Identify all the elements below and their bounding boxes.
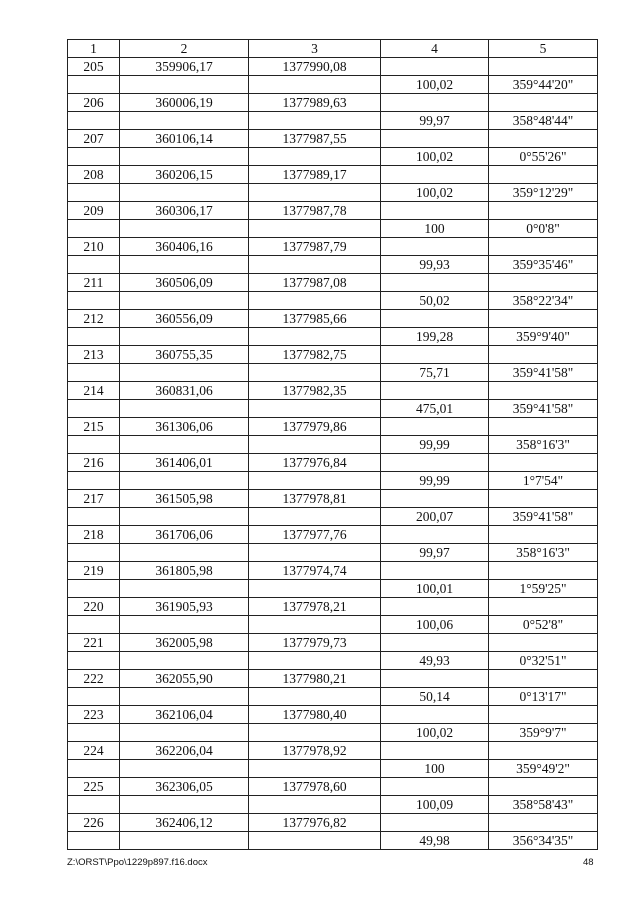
point-number-cell: 208 xyxy=(68,166,120,184)
empty-cell xyxy=(120,400,249,418)
empty-cell xyxy=(381,382,489,400)
empty-cell xyxy=(249,652,381,670)
empty-cell xyxy=(68,688,120,706)
x-coordinate-cell: 360406,16 xyxy=(120,238,249,256)
empty-cell xyxy=(249,148,381,166)
empty-cell xyxy=(120,256,249,274)
empty-cell xyxy=(381,346,489,364)
table-row-segment xyxy=(68,76,598,94)
point-number-cell: 217 xyxy=(68,490,120,508)
empty-cell xyxy=(249,544,381,562)
table-row-point xyxy=(68,382,598,400)
empty-cell xyxy=(120,508,249,526)
x-coordinate-cell: 362306,05 xyxy=(120,778,249,796)
distance-cell: 100,02 xyxy=(381,76,489,94)
empty-cell xyxy=(381,454,489,472)
x-coordinate-cell: 360556,09 xyxy=(120,310,249,328)
empty-cell xyxy=(381,634,489,652)
distance-cell: 199,28 xyxy=(381,328,489,346)
table-row-point xyxy=(68,598,598,616)
table-row-segment xyxy=(68,472,598,490)
table-row-segment xyxy=(68,688,598,706)
x-coordinate-cell: 362055,90 xyxy=(120,670,249,688)
empty-cell xyxy=(489,166,598,184)
y-coordinate-cell: 1377976,82 xyxy=(249,814,381,832)
header-col-2: 2 xyxy=(120,40,249,58)
distance-cell: 99,97 xyxy=(381,112,489,130)
empty-cell xyxy=(489,310,598,328)
point-number-cell: 213 xyxy=(68,346,120,364)
point-number-cell: 223 xyxy=(68,706,120,724)
table-row-segment xyxy=(68,760,598,778)
table-row-segment xyxy=(68,796,598,814)
angle-cell: 359°9'40" xyxy=(489,328,598,346)
point-number-cell: 215 xyxy=(68,418,120,436)
table-row-point xyxy=(68,346,598,364)
table-row-segment xyxy=(68,220,598,238)
y-coordinate-cell: 1377980,40 xyxy=(249,706,381,724)
empty-cell xyxy=(249,472,381,490)
x-coordinate-cell: 360206,15 xyxy=(120,166,249,184)
point-number-cell: 214 xyxy=(68,382,120,400)
empty-cell xyxy=(68,256,120,274)
point-number-cell: 219 xyxy=(68,562,120,580)
table-row-segment xyxy=(68,184,598,202)
angle-cell: 358°58'43" xyxy=(489,796,598,814)
x-coordinate-cell: 361706,06 xyxy=(120,526,249,544)
y-coordinate-cell: 1377979,73 xyxy=(249,634,381,652)
empty-cell xyxy=(381,274,489,292)
y-coordinate-cell: 1377977,76 xyxy=(249,526,381,544)
angle-cell: 358°16'3" xyxy=(489,544,598,562)
distance-cell: 99,97 xyxy=(381,544,489,562)
empty-cell xyxy=(68,112,120,130)
empty-cell xyxy=(120,724,249,742)
x-coordinate-cell: 361905,93 xyxy=(120,598,249,616)
empty-cell xyxy=(68,364,120,382)
y-coordinate-cell: 1377985,66 xyxy=(249,310,381,328)
point-number-cell: 211 xyxy=(68,274,120,292)
empty-cell xyxy=(249,400,381,418)
y-coordinate-cell: 1377978,60 xyxy=(249,778,381,796)
angle-cell: 0°0'8" xyxy=(489,220,598,238)
distance-cell: 100,02 xyxy=(381,184,489,202)
table-row-point xyxy=(68,454,598,472)
table-row-segment xyxy=(68,292,598,310)
table-row-point xyxy=(68,238,598,256)
header-col-4: 4 xyxy=(381,40,489,58)
coordinates-table xyxy=(67,39,598,850)
empty-cell xyxy=(489,742,598,760)
empty-cell xyxy=(381,130,489,148)
empty-cell xyxy=(249,508,381,526)
x-coordinate-cell: 360506,09 xyxy=(120,274,249,292)
x-coordinate-cell: 360306,17 xyxy=(120,202,249,220)
distance-cell: 100,02 xyxy=(381,148,489,166)
empty-cell xyxy=(489,562,598,580)
angle-cell: 0°32'51" xyxy=(489,652,598,670)
empty-cell xyxy=(120,616,249,634)
y-coordinate-cell: 1377987,79 xyxy=(249,238,381,256)
x-coordinate-cell: 360006,19 xyxy=(120,94,249,112)
empty-cell xyxy=(249,76,381,94)
table-row-point xyxy=(68,670,598,688)
y-coordinate-cell: 1377976,84 xyxy=(249,454,381,472)
table-row-point xyxy=(68,706,598,724)
empty-cell xyxy=(249,256,381,274)
empty-cell xyxy=(381,706,489,724)
empty-cell xyxy=(249,184,381,202)
point-number-cell: 205 xyxy=(68,58,120,76)
table-row-point xyxy=(68,562,598,580)
angle-cell: 0°55'26" xyxy=(489,148,598,166)
angle-cell: 359°41'58" xyxy=(489,400,598,418)
x-coordinate-cell: 359906,17 xyxy=(120,58,249,76)
empty-cell xyxy=(120,148,249,166)
point-number-cell: 212 xyxy=(68,310,120,328)
empty-cell xyxy=(68,76,120,94)
table-row-point xyxy=(68,310,598,328)
table-row-segment xyxy=(68,436,598,454)
table-row-segment xyxy=(68,580,598,598)
empty-cell xyxy=(489,238,598,256)
x-coordinate-cell: 361805,98 xyxy=(120,562,249,580)
angle-cell: 359°9'7" xyxy=(489,724,598,742)
empty-cell xyxy=(249,292,381,310)
empty-cell xyxy=(489,418,598,436)
empty-cell xyxy=(249,220,381,238)
point-number-cell: 209 xyxy=(68,202,120,220)
empty-cell xyxy=(68,760,120,778)
x-coordinate-cell: 361505,98 xyxy=(120,490,249,508)
empty-cell xyxy=(381,58,489,76)
empty-cell xyxy=(249,688,381,706)
distance-cell: 475,01 xyxy=(381,400,489,418)
empty-cell xyxy=(68,832,120,850)
table-row-segment xyxy=(68,724,598,742)
empty-cell xyxy=(489,598,598,616)
distance-cell: 99,99 xyxy=(381,472,489,490)
angle-cell: 1°59'25" xyxy=(489,580,598,598)
point-number-cell: 224 xyxy=(68,742,120,760)
distance-cell: 100,09 xyxy=(381,796,489,814)
distance-cell: 100 xyxy=(381,220,489,238)
header-col-3: 3 xyxy=(249,40,381,58)
angle-cell: 358°48'44" xyxy=(489,112,598,130)
angle-cell: 0°52'8" xyxy=(489,616,598,634)
distance-cell: 99,93 xyxy=(381,256,489,274)
angle-cell: 359°35'46" xyxy=(489,256,598,274)
empty-cell xyxy=(68,616,120,634)
empty-cell xyxy=(381,526,489,544)
empty-cell xyxy=(120,580,249,598)
x-coordinate-cell: 362206,04 xyxy=(120,742,249,760)
table-row-segment xyxy=(68,832,598,850)
empty-cell xyxy=(489,274,598,292)
empty-cell xyxy=(249,796,381,814)
empty-cell xyxy=(489,778,598,796)
point-number-cell: 218 xyxy=(68,526,120,544)
empty-cell xyxy=(381,598,489,616)
y-coordinate-cell: 1377974,74 xyxy=(249,562,381,580)
empty-cell xyxy=(381,490,489,508)
y-coordinate-cell: 1377990,08 xyxy=(249,58,381,76)
table-row-segment xyxy=(68,148,598,166)
table-row-point xyxy=(68,418,598,436)
empty-cell xyxy=(68,292,120,310)
empty-cell xyxy=(489,454,598,472)
header-col-1: 1 xyxy=(68,40,120,58)
point-number-cell: 226 xyxy=(68,814,120,832)
table-row-segment xyxy=(68,544,598,562)
y-coordinate-cell: 1377987,55 xyxy=(249,130,381,148)
x-coordinate-cell: 360831,06 xyxy=(120,382,249,400)
empty-cell xyxy=(249,724,381,742)
empty-cell xyxy=(120,688,249,706)
x-coordinate-cell: 362005,98 xyxy=(120,634,249,652)
point-number-cell: 222 xyxy=(68,670,120,688)
distance-cell: 100,06 xyxy=(381,616,489,634)
empty-cell xyxy=(120,112,249,130)
y-coordinate-cell: 1377987,78 xyxy=(249,202,381,220)
y-coordinate-cell: 1377982,35 xyxy=(249,382,381,400)
point-number-cell: 206 xyxy=(68,94,120,112)
angle-cell: 359°44'20" xyxy=(489,76,598,94)
empty-cell xyxy=(68,148,120,166)
table-row-point xyxy=(68,526,598,544)
angle-cell: 0°13'17" xyxy=(489,688,598,706)
y-coordinate-cell: 1377978,81 xyxy=(249,490,381,508)
table-body xyxy=(68,58,598,850)
point-number-cell: 210 xyxy=(68,238,120,256)
table-row-segment xyxy=(68,112,598,130)
empty-cell xyxy=(381,202,489,220)
empty-cell xyxy=(381,670,489,688)
table-row-point xyxy=(68,130,598,148)
empty-cell xyxy=(489,382,598,400)
empty-cell xyxy=(120,364,249,382)
x-coordinate-cell: 361306,06 xyxy=(120,418,249,436)
point-number-cell: 225 xyxy=(68,778,120,796)
empty-cell xyxy=(249,616,381,634)
table-row-point xyxy=(68,778,598,796)
empty-cell xyxy=(381,778,489,796)
empty-cell xyxy=(68,580,120,598)
y-coordinate-cell: 1377989,17 xyxy=(249,166,381,184)
empty-cell xyxy=(68,328,120,346)
empty-cell xyxy=(68,220,120,238)
header-col-5: 5 xyxy=(489,40,598,58)
point-number-cell: 220 xyxy=(68,598,120,616)
angle-cell: 358°16'3" xyxy=(489,436,598,454)
empty-cell xyxy=(249,112,381,130)
table-row-point xyxy=(68,742,598,760)
empty-cell xyxy=(120,796,249,814)
distance-cell: 50,02 xyxy=(381,292,489,310)
table-row-segment xyxy=(68,508,598,526)
empty-cell xyxy=(489,526,598,544)
empty-cell xyxy=(489,346,598,364)
empty-cell xyxy=(68,508,120,526)
y-coordinate-cell: 1377978,21 xyxy=(249,598,381,616)
angle-cell: 359°41'58" xyxy=(489,364,598,382)
empty-cell xyxy=(249,328,381,346)
empty-cell xyxy=(489,94,598,112)
angle-cell: 356°34'35" xyxy=(489,832,598,850)
footer-file-path: Z:\ORST\Ppo\1229p897.f16.docx xyxy=(67,857,208,868)
point-number-cell: 207 xyxy=(68,130,120,148)
empty-cell xyxy=(381,94,489,112)
distance-cell: 75,71 xyxy=(381,364,489,382)
empty-cell xyxy=(381,418,489,436)
angle-cell: 1°7'54" xyxy=(489,472,598,490)
empty-cell xyxy=(68,436,120,454)
table-row-point xyxy=(68,274,598,292)
page-number: 48 xyxy=(583,857,594,868)
angle-cell: 358°22'34" xyxy=(489,292,598,310)
x-coordinate-cell: 360755,35 xyxy=(120,346,249,364)
empty-cell xyxy=(120,832,249,850)
empty-cell xyxy=(120,220,249,238)
table-row-segment xyxy=(68,328,598,346)
empty-cell xyxy=(489,706,598,724)
empty-cell xyxy=(68,544,120,562)
point-number-cell: 216 xyxy=(68,454,120,472)
x-coordinate-cell: 362106,04 xyxy=(120,706,249,724)
empty-cell xyxy=(381,166,489,184)
empty-cell xyxy=(489,634,598,652)
empty-cell xyxy=(489,670,598,688)
y-coordinate-cell: 1377978,92 xyxy=(249,742,381,760)
y-coordinate-cell: 1377979,86 xyxy=(249,418,381,436)
table-row-segment xyxy=(68,364,598,382)
empty-cell xyxy=(120,472,249,490)
empty-cell xyxy=(249,436,381,454)
y-coordinate-cell: 1377987,08 xyxy=(249,274,381,292)
table-row-segment xyxy=(68,400,598,418)
y-coordinate-cell: 1377980,21 xyxy=(249,670,381,688)
empty-cell xyxy=(68,472,120,490)
distance-cell: 49,98 xyxy=(381,832,489,850)
empty-cell xyxy=(489,58,598,76)
y-coordinate-cell: 1377982,75 xyxy=(249,346,381,364)
empty-cell xyxy=(68,796,120,814)
table-row-point xyxy=(68,94,598,112)
empty-cell xyxy=(120,652,249,670)
header-row xyxy=(68,40,598,58)
empty-cell xyxy=(249,832,381,850)
point-number-cell: 221 xyxy=(68,634,120,652)
empty-cell xyxy=(120,436,249,454)
empty-cell xyxy=(249,580,381,598)
table-row-point xyxy=(68,58,598,76)
empty-cell xyxy=(381,814,489,832)
distance-cell: 99,99 xyxy=(381,436,489,454)
empty-cell xyxy=(489,202,598,220)
empty-cell xyxy=(381,562,489,580)
table-row-segment xyxy=(68,652,598,670)
x-coordinate-cell: 360106,14 xyxy=(120,130,249,148)
empty-cell xyxy=(489,814,598,832)
empty-cell xyxy=(120,760,249,778)
distance-cell: 200,07 xyxy=(381,508,489,526)
empty-cell xyxy=(68,652,120,670)
table-row-point xyxy=(68,166,598,184)
y-coordinate-cell: 1377989,63 xyxy=(249,94,381,112)
empty-cell xyxy=(68,184,120,202)
distance-cell: 49,93 xyxy=(381,652,489,670)
table-row-point xyxy=(68,202,598,220)
empty-cell xyxy=(489,490,598,508)
empty-cell xyxy=(249,760,381,778)
angle-cell: 359°49'2" xyxy=(489,760,598,778)
x-coordinate-cell: 361406,01 xyxy=(120,454,249,472)
empty-cell xyxy=(120,184,249,202)
angle-cell: 359°41'58" xyxy=(489,508,598,526)
table-row-point xyxy=(68,634,598,652)
table-row-segment xyxy=(68,616,598,634)
empty-cell xyxy=(249,364,381,382)
distance-cell: 100,02 xyxy=(381,724,489,742)
empty-cell xyxy=(68,400,120,418)
table-row-point xyxy=(68,490,598,508)
empty-cell xyxy=(120,328,249,346)
table-row-point xyxy=(68,814,598,832)
angle-cell: 359°12'29" xyxy=(489,184,598,202)
empty-cell xyxy=(120,76,249,94)
empty-cell xyxy=(68,724,120,742)
empty-cell xyxy=(489,130,598,148)
table-row-segment xyxy=(68,256,598,274)
empty-cell xyxy=(381,742,489,760)
distance-cell: 100 xyxy=(381,760,489,778)
empty-cell xyxy=(120,292,249,310)
empty-cell xyxy=(381,310,489,328)
empty-cell xyxy=(381,238,489,256)
x-coordinate-cell: 362406,12 xyxy=(120,814,249,832)
distance-cell: 50,14 xyxy=(381,688,489,706)
distance-cell: 100,01 xyxy=(381,580,489,598)
empty-cell xyxy=(120,544,249,562)
